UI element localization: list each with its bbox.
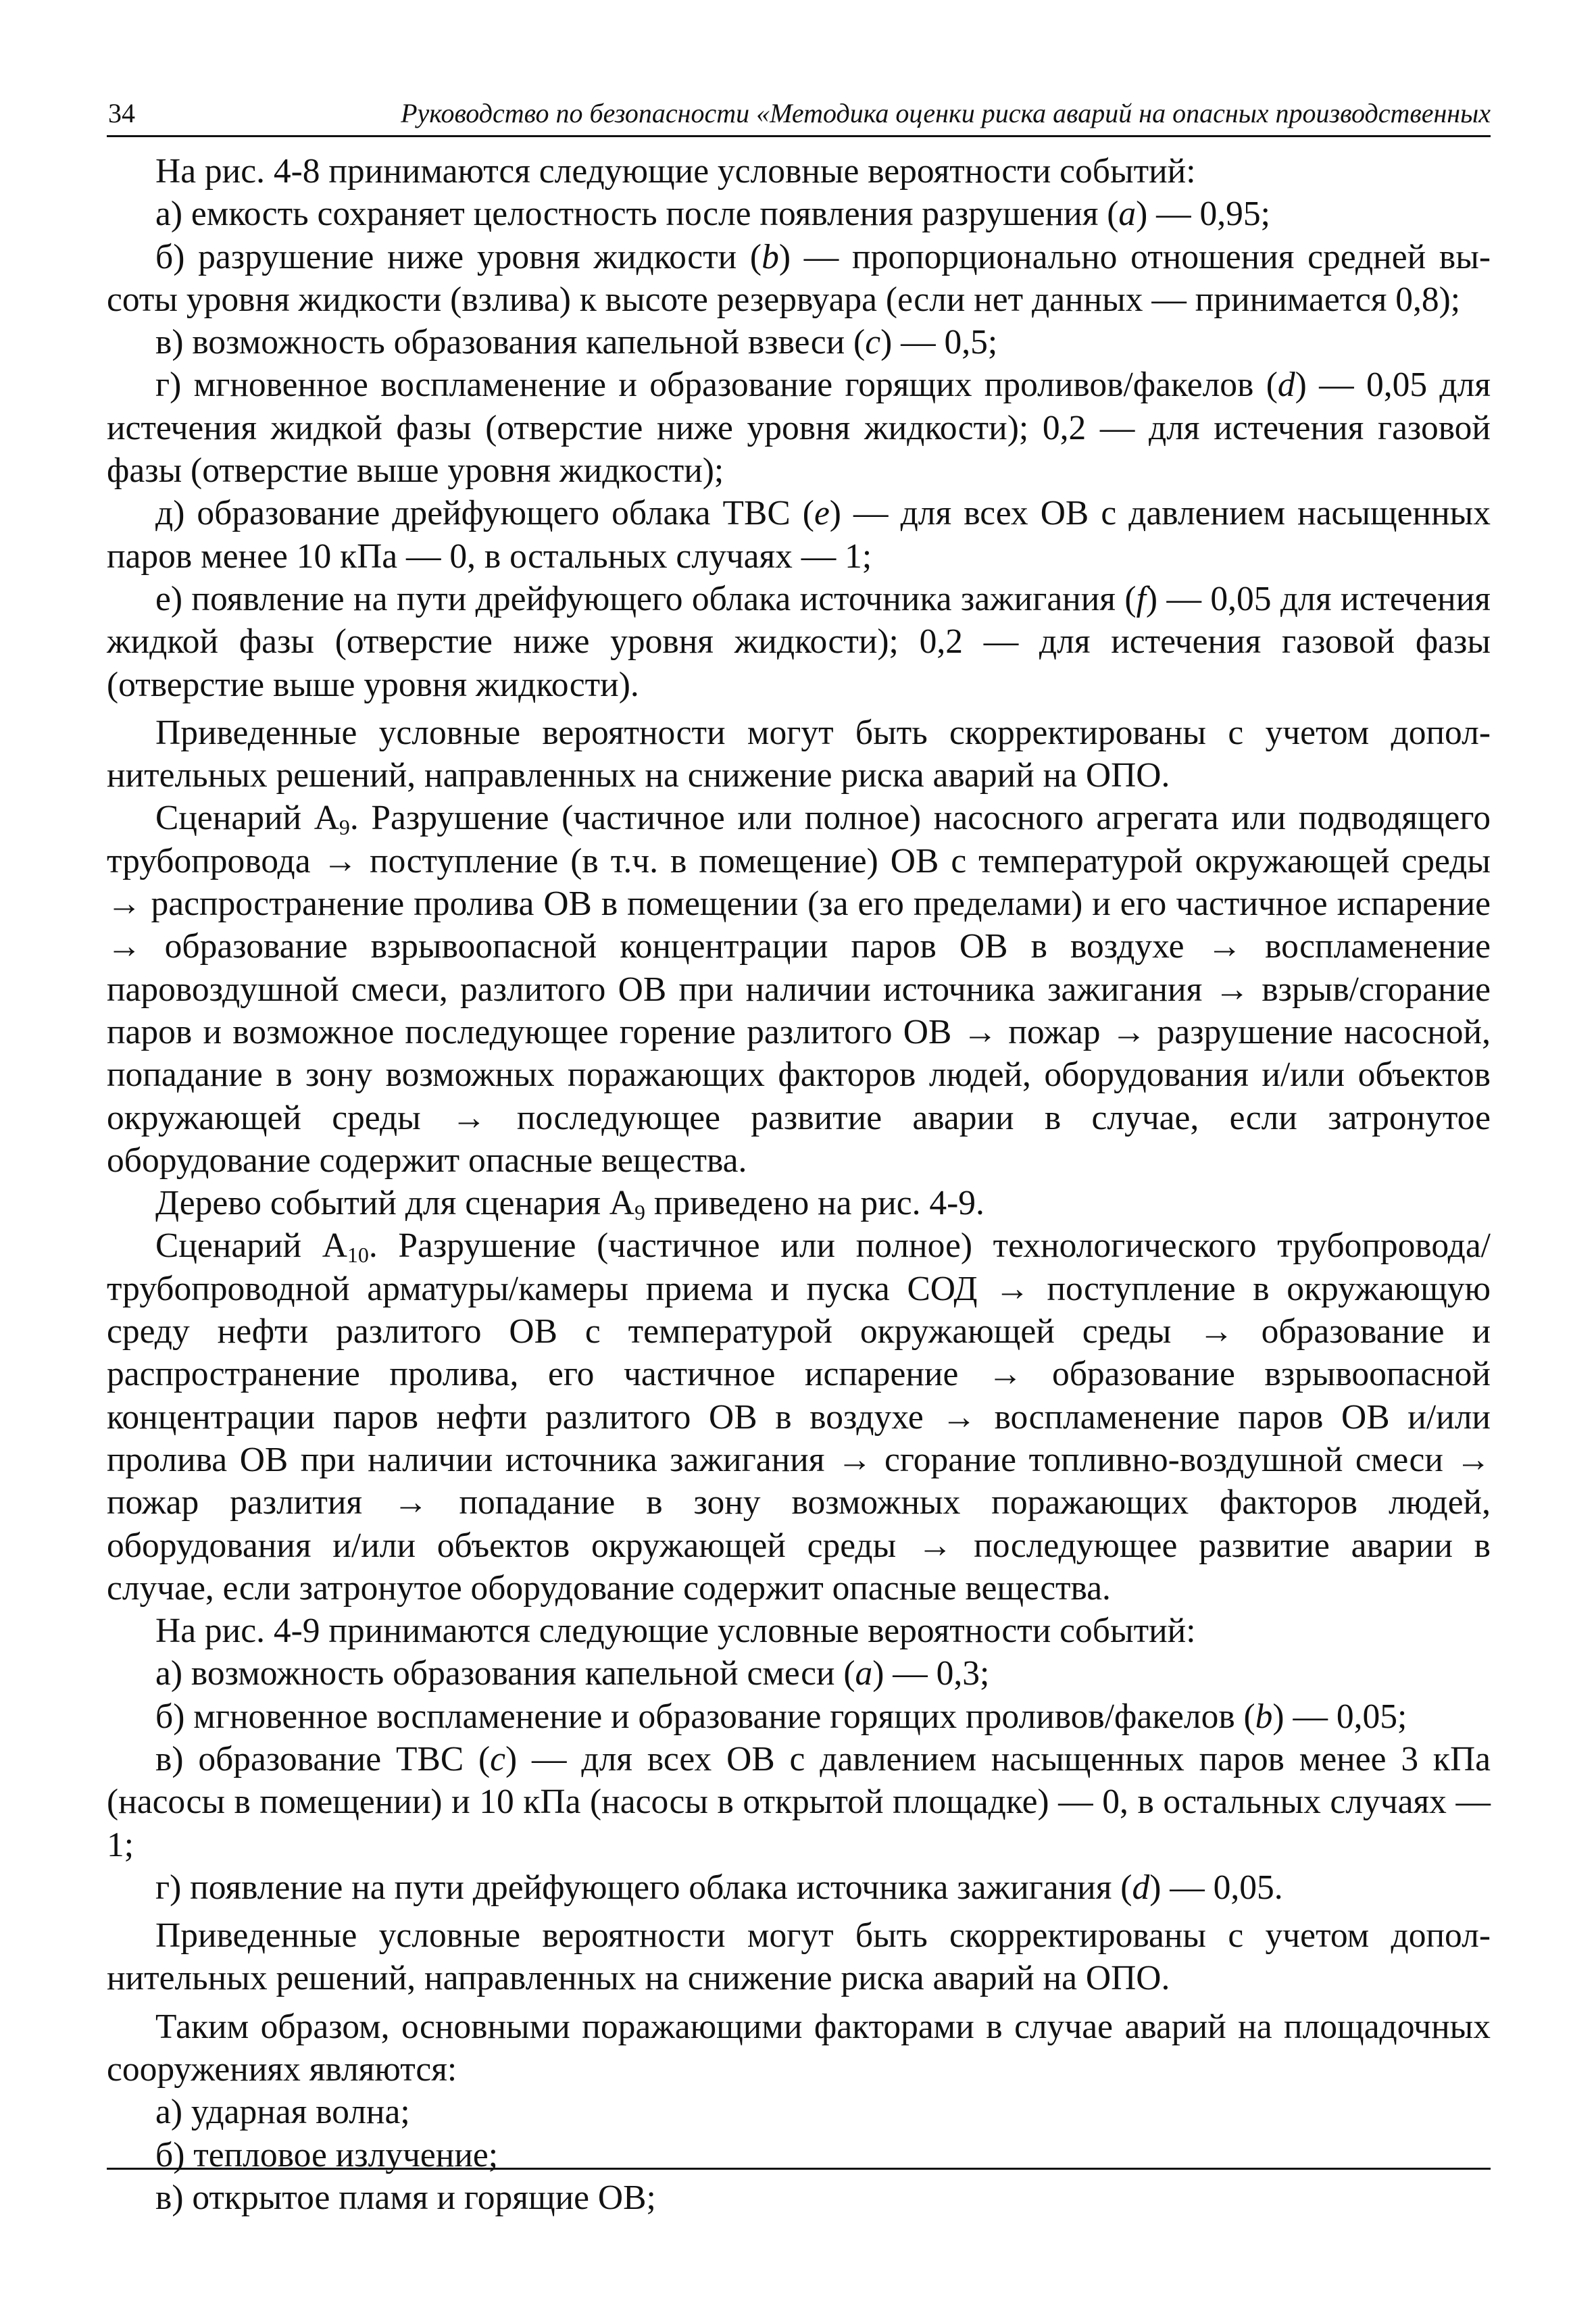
paragraph: в) образование ТВС (c) — для всех ОВ с давлением насыщенных паров менее 3 кПа (насосы в помещении) и 10 кПа (насосы в открытой площадке) — 0, в остальных случаях — 1; xyxy=(107,1739,1491,1864)
page-header xyxy=(107,93,1491,137)
paragraph: Дерево событий для сценария $А_9$ приведено на рис. 4-9. xyxy=(155,1184,984,1225)
paragraph: б) разрушение ниже уровня жидкости (b) — пропорционально отношения средней высоты уровня жидкости (взлива) к высоте резервуара (если нет данных — принимается 0,8); xyxy=(107,237,1491,319)
body-text xyxy=(107,150,1491,2219)
paragraph: а) ударная волна; xyxy=(155,2093,410,2132)
paragraph: г) мгновенное воспламенение и образование горящих проливов/факелов (d) — 0,05 для истечения жидкой фазы (отверстие ниже уровня жидкости); 0,2 — для истечения газовой фазы (отверстие выше уровня жидкости); xyxy=(107,366,1491,491)
paragraph: а) возможность образования капельной смеси (a) — 0,3; xyxy=(155,1654,990,1693)
running-title: Руководство по безопасности «Методика оценки риска аварий на опасных производственных xyxy=(401,98,1491,128)
paragraph: в) возможность образования капельной взвеси (c) — 0,5; xyxy=(155,323,998,362)
paragraph: в) открытое пламя и горящие ОВ; xyxy=(155,2178,656,2217)
page-number: 34 xyxy=(108,98,135,128)
paragraph: б) тепловое излучение; xyxy=(155,2135,499,2174)
paragraph: На рис. 4-9 принимаются следующие условные вероятности событий: xyxy=(155,1612,1196,1651)
paragraph: Таким образом, основными поражающими факторами в случае аварий на площадочных сооружениях являются: xyxy=(107,2007,1491,2089)
paragraph: Приведенные условные вероятности могут быть скорректированы с учетом дополнительных решений, направленных на снижение риска аварий на ОПО. xyxy=(107,713,1491,795)
footer-rule xyxy=(107,2168,1491,2170)
paragraph: б) мгновенное воспламенение и образование горящих проливов/факелов (b) — 0,05; xyxy=(155,1697,1407,1736)
paragraph: На рис. 4-8 принимаются следующие условные вероятности событий: xyxy=(155,152,1196,191)
paragraph: Сценарий $А_9$. Разрушение (частичное или полное) насосного агрегата или подводящего трубопровода → поступление (в т.ч. в помещение) ОВ с температурой окружающей среды → распространение пролива ОВ в помещении (за его пределами) и его частичное испарение → образование взрывоопасной концентрации паров ОВ в воздухе → воспламенение паровоздушной смеси, разлитого ОВ при наличии источника зажигания → взрыв/сгорание паров и возможное последующее горение разлитого ОВ → пожар → разрушение насосной, попадание в зону возможных поражающих факторов людей, оборудования и/или объектов окружающей среды → последующее развитие аварии в случае, если затронутое оборудование содержит опасные вещества. xyxy=(107,799,1491,1180)
paragraph: а) емкость сохраняет целостность после появления разрушения (a) — 0,95; xyxy=(155,195,1270,234)
paragraph: Приведенные условные вероятности могут быть скорректированы с учетом дополнительных решений, направленных на снижение риска аварий на ОПО. xyxy=(107,1916,1491,1998)
paragraph: д) образование дрейфующего облака ТВС (e) — для всех ОВ с давлением насыщенных паров менее 10 кПа — 0, в остальных случаях — 1; xyxy=(107,494,1491,576)
paragraph: Сценарий $А_{10}$. Разрушение (частичное или полное) технологического трубопровода/трубопроводной арматуры/камеры приема и пуска СОД → поступление в окружающую среду нефти разлитого ОВ с температурой окружающей среды → образование и распространение пролива, его частичное испарение → образование взрывоопасной концентрации паров нефти разлитого ОВ в воздухе → воспламенение паров ОВ и/или пролива ОВ при наличии источника зажигания → сгорание топливно-воздушной смеси → пожар разлития → попадание в зону возможных поражающих факторов людей, оборудования и/или объектов окружающей среды → последующее развитие аварии в случае, если затронутое оборудование содержит опасные вещества. xyxy=(107,1226,1491,1608)
paragraph: е) появление на пути дрейфующего облака источника зажигания (f) — 0,05 для истечения жидкой фазы (отверстие ниже уровня жидкости); 0,2 — для истечения газовой фазы (отверстие выше уровня жидкости). xyxy=(107,579,1491,704)
paragraph: г) появление на пути дрейфующего облака источника зажигания (d) — 0,05. xyxy=(155,1868,1283,1907)
